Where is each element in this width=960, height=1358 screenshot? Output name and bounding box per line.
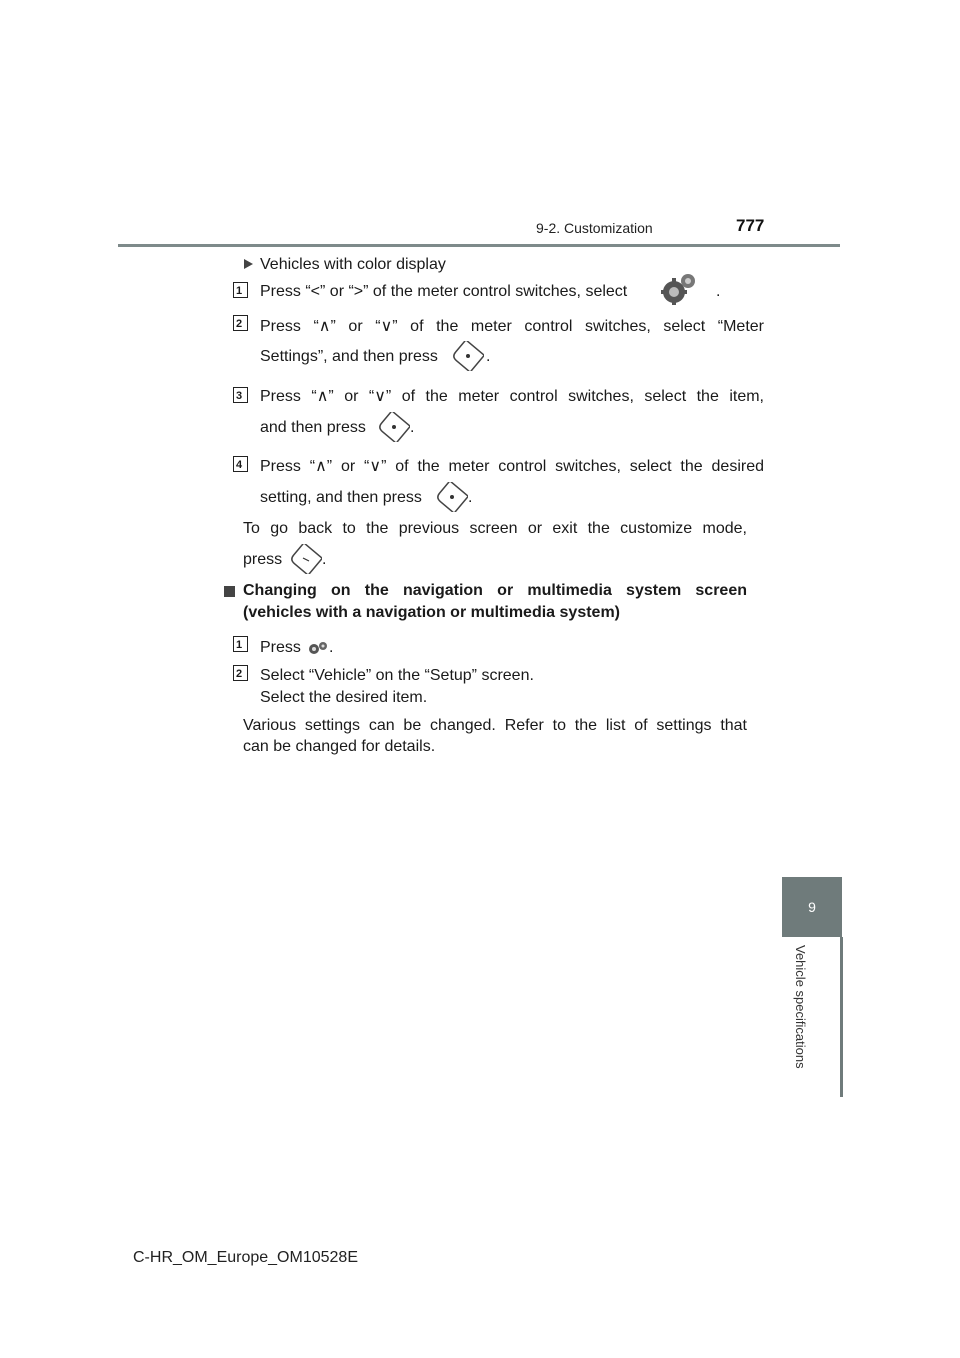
step-text: Settings”, and then press: [260, 348, 438, 365]
chapter-tab: 9: [782, 877, 842, 937]
step-number: 3: [233, 387, 248, 403]
section-heading: Changing on the navigation or multimedia system screen: [243, 582, 747, 599]
back-button-icon: [290, 544, 322, 574]
step-number: 1: [233, 636, 248, 652]
chapter-tab-rule: [840, 937, 843, 1097]
step-text-end: .: [486, 348, 491, 365]
step-number: 1: [233, 282, 248, 298]
step-text-end: .: [468, 489, 473, 506]
section-title: 9-2. Customization: [536, 220, 653, 236]
step-number: 2: [233, 665, 248, 681]
header-divider: [118, 244, 840, 247]
step-text: Press “∧” or “∨” of the meter control switches, select the desired: [260, 458, 764, 475]
step-text: and then press: [260, 419, 366, 436]
note-text: can be changed for details.: [243, 738, 436, 755]
step-text: Press “<” or “>” of the meter control switches, select: [260, 283, 628, 300]
step-text: Press: [260, 639, 301, 656]
subsection-heading: Vehicles with color display: [260, 256, 446, 273]
step-number: 2: [233, 315, 248, 331]
settings-gears-icon: [660, 272, 698, 306]
document-id: C-HR_OM_Europe_OM10528E: [133, 1249, 358, 1266]
back-note-end: .: [322, 551, 327, 568]
enter-button-icon: [378, 412, 410, 442]
step-text-end: .: [716, 283, 721, 300]
back-note: To go back to the previous screen or exit the customize mode,: [243, 520, 747, 537]
back-note: press: [243, 551, 283, 568]
enter-button-icon: [436, 482, 468, 512]
enter-button-icon: [452, 341, 484, 371]
triangle-bullet-icon: [244, 259, 253, 269]
step-text: Select the desired item.: [260, 689, 428, 706]
page-number: 777: [736, 216, 765, 235]
step-text-end: .: [410, 419, 415, 436]
section-heading: (vehicles with a navigation or multimedia system): [243, 604, 620, 621]
step-text: Press “∧” or “∨” of the meter control switches, select “Meter: [260, 318, 764, 335]
chapter-label: Vehicle specifications: [793, 945, 808, 1069]
step-number: 4: [233, 456, 248, 472]
note-text: Various settings can be changed. Refer to the list of settings that: [243, 717, 747, 734]
step-text: Press “∧” or “∨” of the meter control switches, select the item,: [260, 388, 764, 405]
setup-gear-icon: [307, 640, 329, 656]
step-text: Select “Vehicle” on the “Setup” screen.: [260, 667, 534, 684]
step-text: setting, and then press: [260, 489, 422, 506]
square-bullet-icon: [224, 586, 235, 597]
step-text-end: .: [329, 639, 334, 656]
